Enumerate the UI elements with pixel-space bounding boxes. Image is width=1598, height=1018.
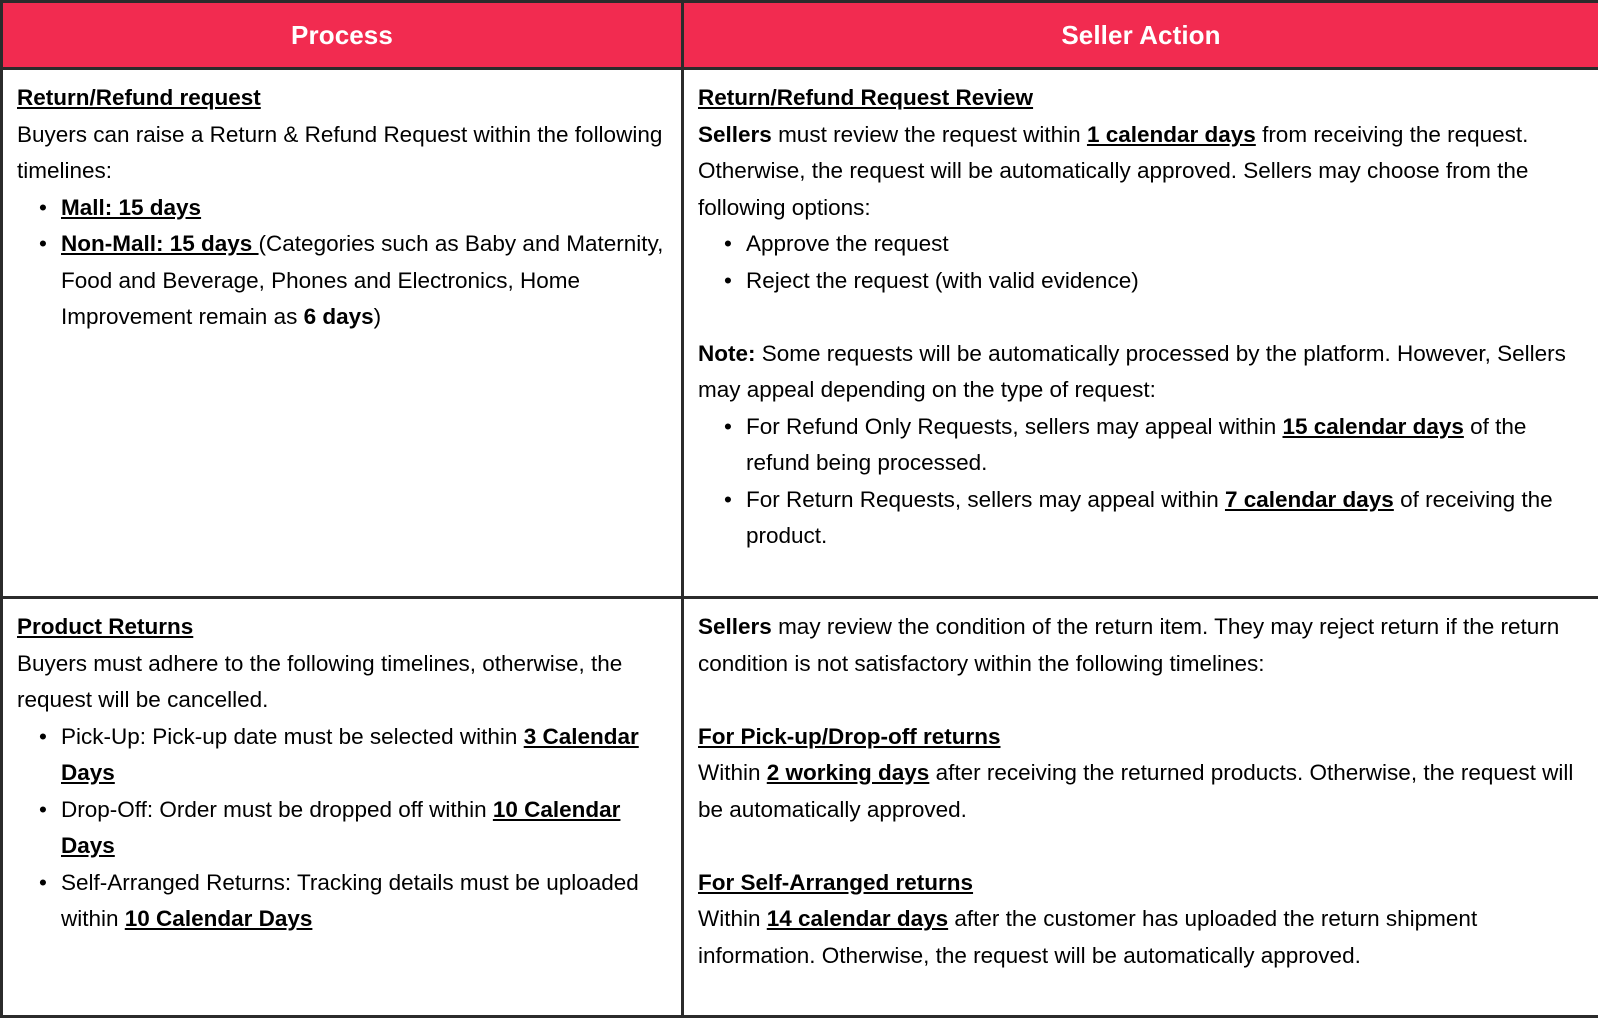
note-paragraph bbox=[698, 336, 1584, 409]
list-item bbox=[61, 190, 667, 227]
cell-seller-action-request-review bbox=[683, 69, 1598, 598]
list-item bbox=[61, 226, 667, 336]
seller-options-list bbox=[698, 226, 1584, 299]
cell-process-product-returns bbox=[2, 598, 683, 1017]
section-emphasis: 14 calendar days bbox=[767, 906, 948, 931]
list-item: • Reject the request (with valid evidence) bbox=[746, 263, 1584, 300]
intro-emphasis: 1 calendar days bbox=[1087, 122, 1256, 147]
column-header-seller-action: Seller Action bbox=[683, 2, 1598, 69]
table-body bbox=[2, 69, 1598, 1017]
note-appeal-list bbox=[698, 409, 1584, 555]
list-item-emphasis: 3 Calendar Days bbox=[61, 724, 639, 786]
section-text-self-arranged bbox=[698, 901, 1584, 974]
list-item-emphasis: 10 Calendar Days bbox=[125, 906, 313, 931]
intro-lead-bold: Sellers bbox=[698, 614, 772, 639]
list-item-text-tail: ) bbox=[374, 304, 382, 329]
list-item-emphasis: Non-Mall: 15 days bbox=[61, 231, 259, 256]
list-item-part1: Pick-Up: Pick-up date must be selected within bbox=[61, 724, 524, 749]
intro-rest: may review the condition of the return item. They may reject return if the return condition is not satisfactory within the following timelines: bbox=[698, 614, 1559, 676]
cell-heading: Return/Refund request bbox=[17, 80, 667, 117]
list-item bbox=[61, 865, 667, 938]
table-row bbox=[2, 598, 1598, 1017]
note-label: Note: bbox=[698, 341, 756, 366]
list-item bbox=[61, 719, 667, 792]
cell-seller-action-product-returns bbox=[683, 598, 1598, 1017]
spacer bbox=[698, 299, 1584, 336]
section-part1: Within bbox=[698, 906, 767, 931]
header-row bbox=[2, 2, 1598, 69]
section-heading-self-arranged: For Self-Arranged returns bbox=[698, 865, 1584, 902]
list-item bbox=[746, 409, 1584, 482]
section-part2: after receiving the returned products. Otherwise, the request will be automatically approved. bbox=[698, 760, 1573, 822]
intro-lead-bold: Sellers bbox=[698, 122, 772, 147]
cell-heading: Product Returns bbox=[17, 609, 667, 646]
cell-intro-text bbox=[698, 117, 1584, 227]
column-header-process: Process bbox=[2, 2, 683, 69]
list-item-emphasis: 15 calendar days bbox=[1283, 414, 1464, 439]
list-item-emphasis-tail: 6 days bbox=[304, 304, 374, 329]
list-item-part1: For Refund Only Requests, sellers may appeal within bbox=[746, 414, 1283, 439]
list-item-part2: of receiving the product. bbox=[746, 487, 1553, 549]
list-item-text: (Categories such as Baby and Maternity, Food and Beverage, Phones and Electronics, Home Improvement remain as bbox=[61, 231, 663, 329]
list-item-emphasis: 10 Calendar Days bbox=[61, 797, 620, 859]
spacer bbox=[698, 682, 1584, 719]
list-item-emphasis: Mall: 15 days bbox=[61, 195, 201, 220]
table-header bbox=[2, 2, 1598, 69]
list-item bbox=[746, 482, 1584, 555]
list-item: • Approve the request bbox=[746, 226, 1584, 263]
list-item-part1: For Return Requests, sellers may appeal within bbox=[746, 487, 1225, 512]
cell-intro-text: Buyers must adhere to the following timelines, otherwise, the request will be cancelled. bbox=[17, 646, 667, 719]
section-emphasis: 2 working days bbox=[767, 760, 930, 785]
section-heading-pickup-dropoff: For Pick-up/Drop-off returns bbox=[698, 719, 1584, 756]
list-item-emphasis: 7 calendar days bbox=[1225, 487, 1394, 512]
cell-process-return-refund-request bbox=[2, 69, 683, 598]
intro-part2: from receiving the request. Otherwise, the request will be automatically approved. Sellers may choose from the following options: bbox=[698, 122, 1528, 220]
cell-heading: Return/Refund Request Review bbox=[698, 80, 1584, 117]
list-item-part1: Drop-Off: Order must be dropped off within bbox=[61, 797, 493, 822]
intro-part1: must review the request within bbox=[772, 122, 1087, 147]
section-text-pickup-dropoff bbox=[698, 755, 1584, 828]
spacer bbox=[698, 828, 1584, 865]
table-row bbox=[2, 69, 1598, 598]
process-timeline-list bbox=[17, 190, 667, 336]
cell-intro-text bbox=[698, 609, 1584, 682]
note-text: Some requests will be automatically processed by the platform. However, Sellers may appeal depending on the type of request: bbox=[698, 341, 1566, 403]
list-item bbox=[61, 792, 667, 865]
section-part1: Within bbox=[698, 760, 767, 785]
cell-intro-text: Buyers can raise a Return & Refund Request within the following timelines: bbox=[17, 117, 667, 190]
list-item-part1: Self-Arranged Returns: Tracking details must be uploaded within bbox=[61, 870, 639, 932]
product-returns-timeline-list bbox=[17, 719, 667, 938]
section-part2: after the customer has uploaded the return shipment information. Otherwise, the request will be automatically approved. bbox=[698, 906, 1477, 968]
list-item-part2: of the refund being processed. bbox=[746, 414, 1526, 476]
